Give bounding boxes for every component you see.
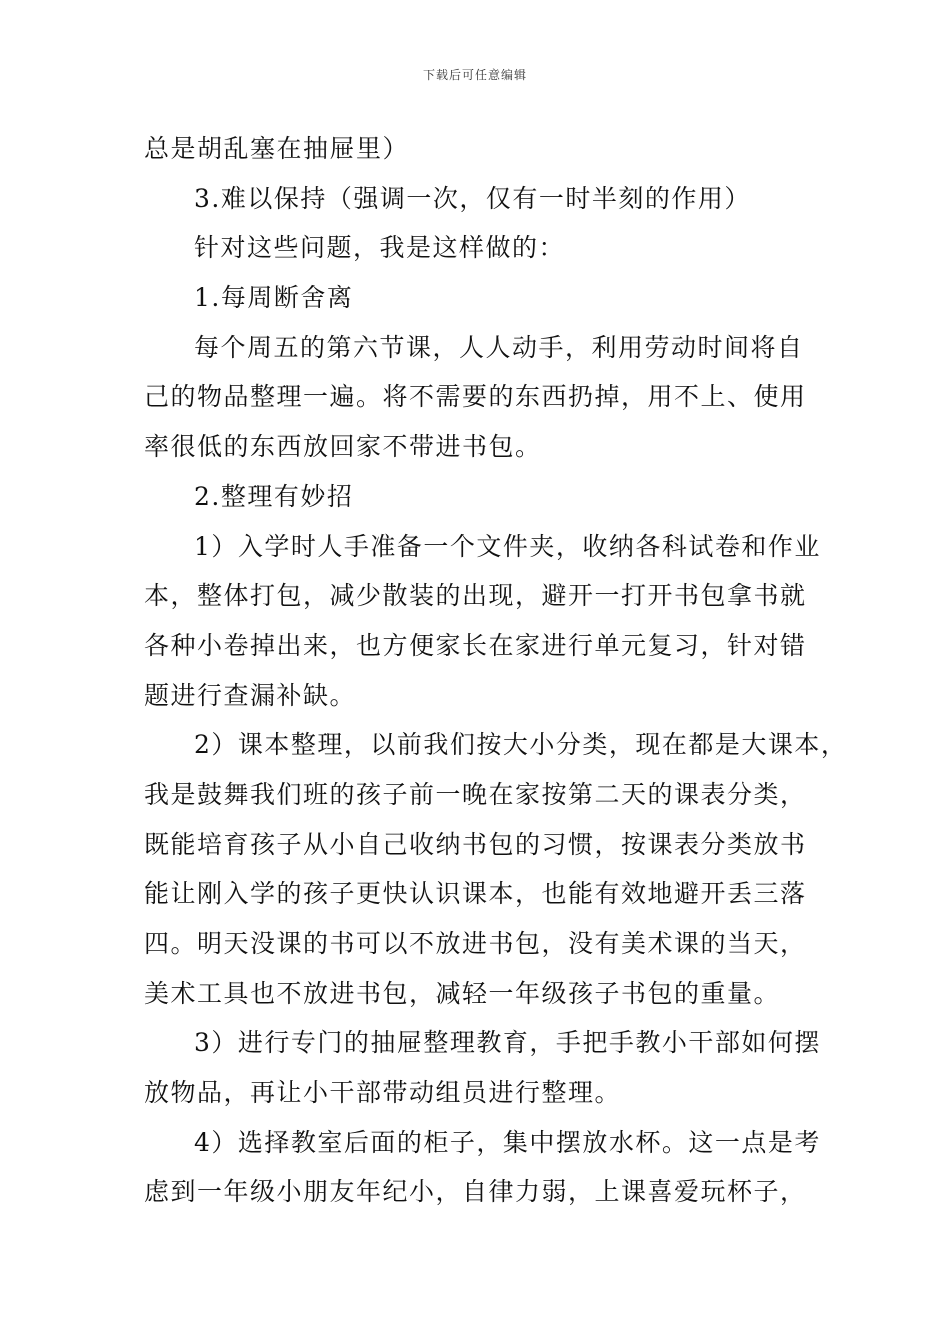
text-line: 2.整理有妙招 xyxy=(194,481,354,511)
text-line: 3.难以保持（强调一次，仅有一时半刻的作用） xyxy=(194,183,751,213)
text-line: 题进行查漏补缺。 xyxy=(144,680,357,710)
text-line: 既能培育孩子从小自己收纳书包的习惯，按课表分类放书 xyxy=(144,829,807,859)
text-line: 己的物品整理一遍。将不需要的东西扔掉，用不上、使用 xyxy=(144,382,807,412)
text-line: 放物品，再让小干部带动组员进行整理。 xyxy=(144,1078,622,1108)
text-line: 每个周五的第六节课，人人动手，利用劳动时间将自 xyxy=(194,332,804,362)
text-line: 针对这些问题，我是这样做的： xyxy=(194,233,566,263)
page-header: 下载后可任意编辑 xyxy=(422,68,527,82)
text-line: 四。明天没课的书可以不放进书包，没有美术课的当天， xyxy=(144,929,807,958)
text-line: 虑到一年级小朋友年纪小，自律力弱，上课喜爱玩杯子， xyxy=(144,1177,807,1207)
text-line: 美术工具也不放进书包，减轻一年级孩子书包的重量。 xyxy=(144,978,781,1008)
text-line: 我是鼓舞我们班的孩子前一晚在家按第二天的课表分类， xyxy=(144,779,807,809)
text-line: 本，整体打包，减少散装的出现，避开一打开书包拿书就 xyxy=(144,581,807,611)
text-line: 1）入学时人手准备一个文件夹，收纳各科试卷和作业 xyxy=(194,531,821,561)
text-line: 1.每周断舍离 xyxy=(194,283,354,313)
document-body xyxy=(144,124,848,1217)
text-line: 能让刚入学的孩子更快认识课本，也能有效地避开丢三落 xyxy=(144,879,807,909)
text-line: 2）课本整理，以前我们按大小分类，现在都是大课本， xyxy=(194,730,848,760)
text-line: 率很低的东西放回家不带进书包。 xyxy=(144,432,542,462)
text-line: 总是胡乱塞在抽屉里） xyxy=(144,134,410,163)
text-line: 4）选择教室后面的柜子，集中摆放水杯。这一点是考 xyxy=(194,1127,821,1157)
text-line: 3）进行专门的抽屉整理教育，手把手教小干部如何摆 xyxy=(194,1028,821,1058)
text-line: 各种小卷掉出来，也方便家长在家进行单元复习，针对错 xyxy=(144,630,807,660)
